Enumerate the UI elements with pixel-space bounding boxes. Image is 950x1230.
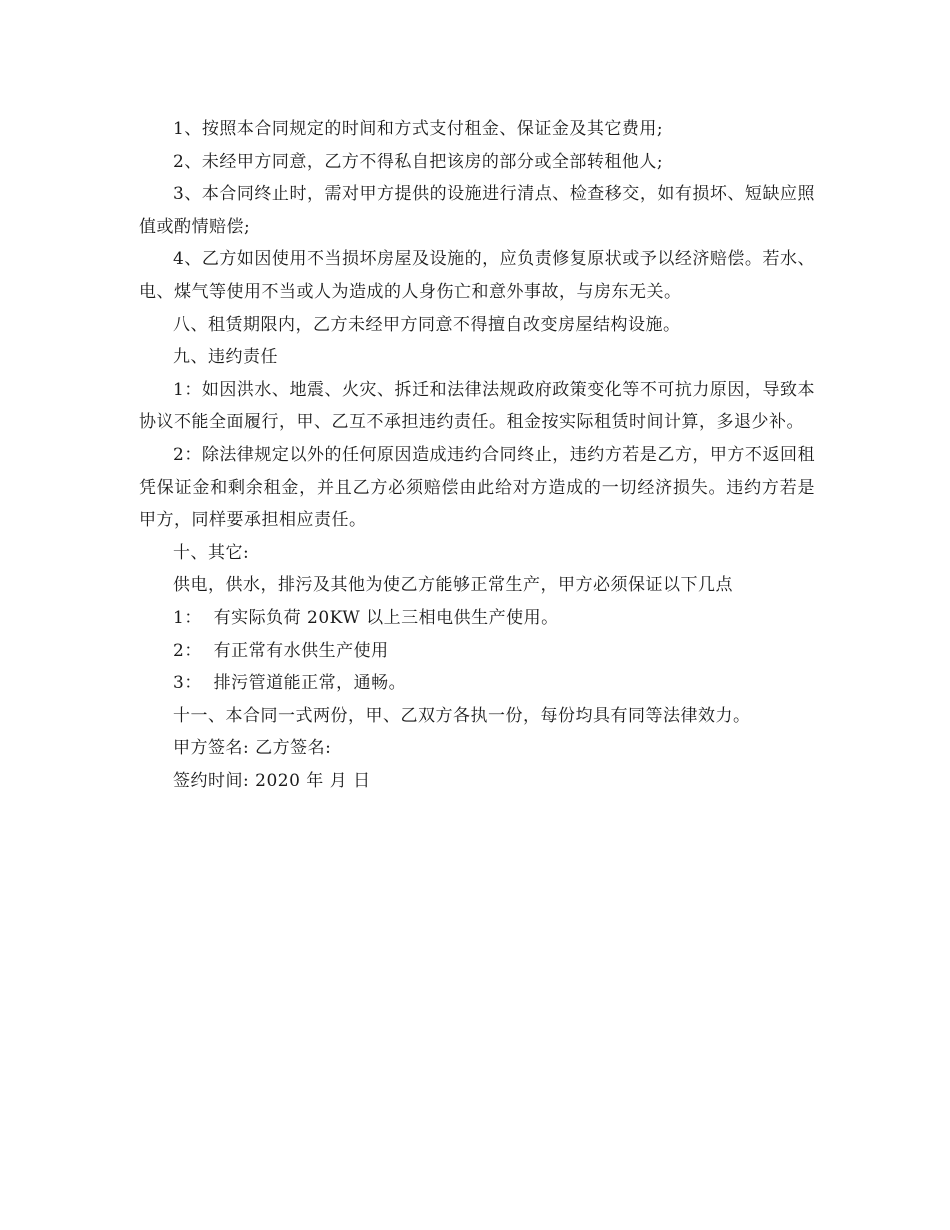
utility-item-power: 1： 有实际负荷 20KW 以上三相电供生产使用。 bbox=[173, 607, 559, 628]
breach-clause-2: 2：除法律规定以外的任何原因造成违约合同终止，违约方若是乙方，甲方不返回租凭保证金和剩余租金，并且乙方必须赔偿由此给对方造成的一切经济损失。违约方若是甲方，同样要承担相应责任。 bbox=[139, 444, 815, 531]
signing-date-line: 签约时间: 2020 年 月 日 bbox=[173, 770, 371, 791]
clause-no-sublet: 2、未经甲方同意，乙方不得私自把该房的部分或全部转租他人; bbox=[173, 151, 664, 172]
section-9-heading: 九、违约责任 bbox=[173, 347, 278, 368]
utility-item-drainage: 3： 排污管道能正常，通畅。 bbox=[173, 673, 407, 694]
section-11-copies: 十一、本合同一式两份，甲、乙双方各执一份，每份均具有同等法律效力。 bbox=[173, 705, 751, 726]
breach-clause-1: 1：如因洪水、地震、火灾、拆迁和法律法规政府政策变化等不可抗力原因，导致本协议不能全面履行，甲、乙互不承担违约责任。租金按实际租赁时间计算，多退少补。 bbox=[139, 379, 815, 433]
clause-damage: 4、乙方如因使用不当损坏房屋及设施的，应负责修复原状或予以经济赔偿。若水、电、煤气等使用不当或人为造成的人身伤亡和意外事故，与房东无关。 bbox=[139, 249, 815, 302]
utility-item-water: 2： 有正常有水供生产使用 bbox=[173, 640, 389, 661]
section-8-structure: 八、租赁期限内，乙方未经甲方同意不得擅自改变房屋结构设施。 bbox=[173, 314, 681, 335]
contract-body bbox=[139, 113, 815, 797]
utilities-intro: 供电，供水，排污及其他为使乙方能够正常生产，甲方必须保证以下几点 bbox=[173, 575, 733, 596]
clause-pay-rent: 1、按照本合同规定的时间和方式支付租金、保证金及其它费用; bbox=[173, 119, 664, 139]
clause-handover: 3、本合同终止时，需对甲方提供的设施进行清点、检查移交，如有损坏、短缺应照值或酌情赔偿; bbox=[139, 184, 815, 237]
section-10-heading: 十、其它: bbox=[173, 542, 250, 563]
signature-line: 甲方签名: 乙方签名: bbox=[173, 738, 332, 759]
